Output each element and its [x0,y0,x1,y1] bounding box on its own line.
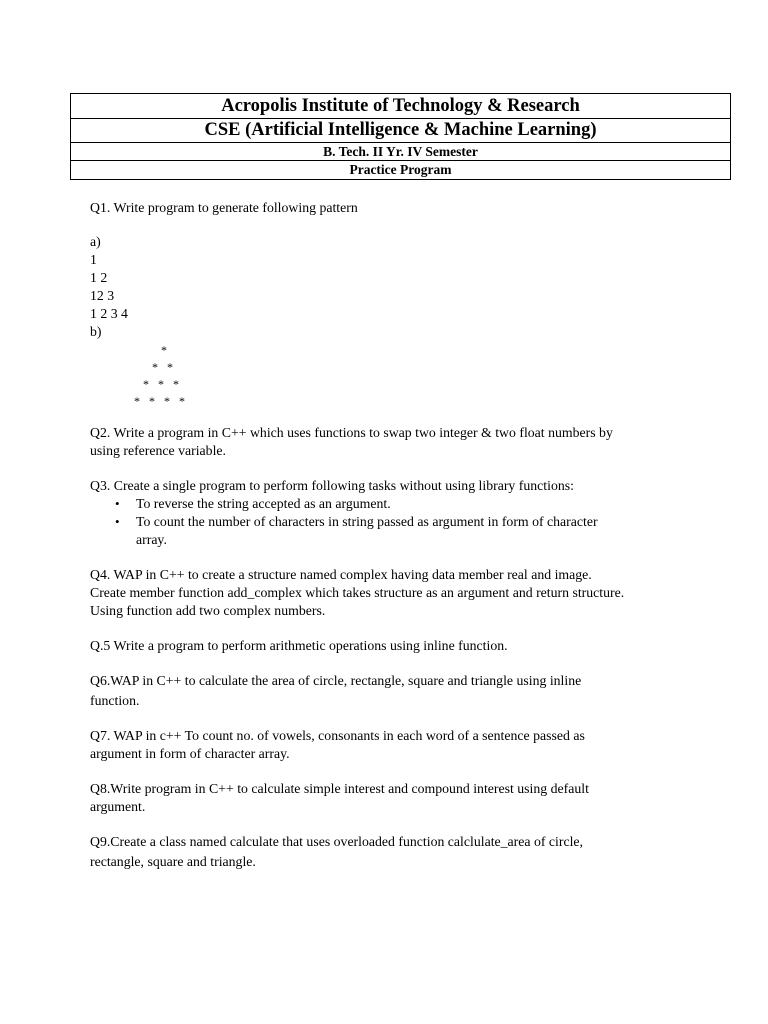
q3-bullet-1: • To reverse the string accepted as an argument. [115,496,391,511]
q5-text: Q.5 Write a program to perform arithmetic operations using inline function. [90,638,508,653]
q9-line-1: Q9.Create a class named calculate that uses overloaded function calclulate_area of circle, [90,834,583,849]
q1-part-b-label: b) [90,324,102,339]
header-table [70,93,731,180]
q3-bullet-2: • To count the number of characters in string passed as argument in form of character array. [115,514,598,547]
q1-part-a-label: a) [90,234,101,249]
q2-line-1: Q2. Write a program in C++ which uses functions to swap two integer & two float numbers by [90,425,613,440]
q6-line-1: Q6.WAP in C++ to calculate the area of circle, rectangle, square and triangle using inline [90,673,582,688]
department-title: CSE (Artificial Intelligence & Machine Learning) [71,119,731,143]
q1-pattern-line: 1 2 3 4 [90,306,128,321]
q4-line-2: Create member function add_complex which takes structure as an argument and return structure. [90,585,625,600]
star-row: * [161,343,167,357]
q9-line-2: rectangle, square and triangle. [90,854,256,869]
q4-line-3: Using function add two complex numbers. [90,603,326,618]
q1-pattern-line: 12 3 [90,288,115,303]
semester-label: B. Tech. II Yr. IV Semester [71,143,731,161]
q4-line-1: Q4. WAP in C++ to create a structure named complex having data member real and image. [90,567,592,582]
document-type: Practice Program [71,161,731,180]
institute-title: Acropolis Institute of Technology & Research [71,94,731,119]
bullet-icon: • [115,496,120,511]
q3-bullet-list [90,495,690,549]
bullet-icon: • [115,514,120,529]
q6-line-2: function. [90,693,140,708]
q1-pattern-line: 1 2 [90,270,108,285]
q7-line-2: argument in form of character array. [90,746,290,761]
q1-star-pattern [90,341,690,411]
question-list [90,199,690,871]
q1-text: Q1. Write program to generate following pattern [90,200,358,215]
q3-text: Q3. Create a single program to perform following tasks without using library functions: [90,478,574,493]
star-row: * * [152,360,173,374]
q8-line-1: Q8.Write program in C++ to calculate simple interest and compound interest using default [90,781,589,796]
star-row: * * * [143,377,179,391]
star-row: * * * * [134,394,185,408]
q1-pattern-line: 1 [90,252,97,267]
q8-line-2: argument. [90,799,146,814]
q7-line-1: Q7. WAP in c++ To count no. of vowels, consonants in each word of a sentence passed as [90,728,585,743]
q2-line-2: using reference variable. [90,443,226,458]
